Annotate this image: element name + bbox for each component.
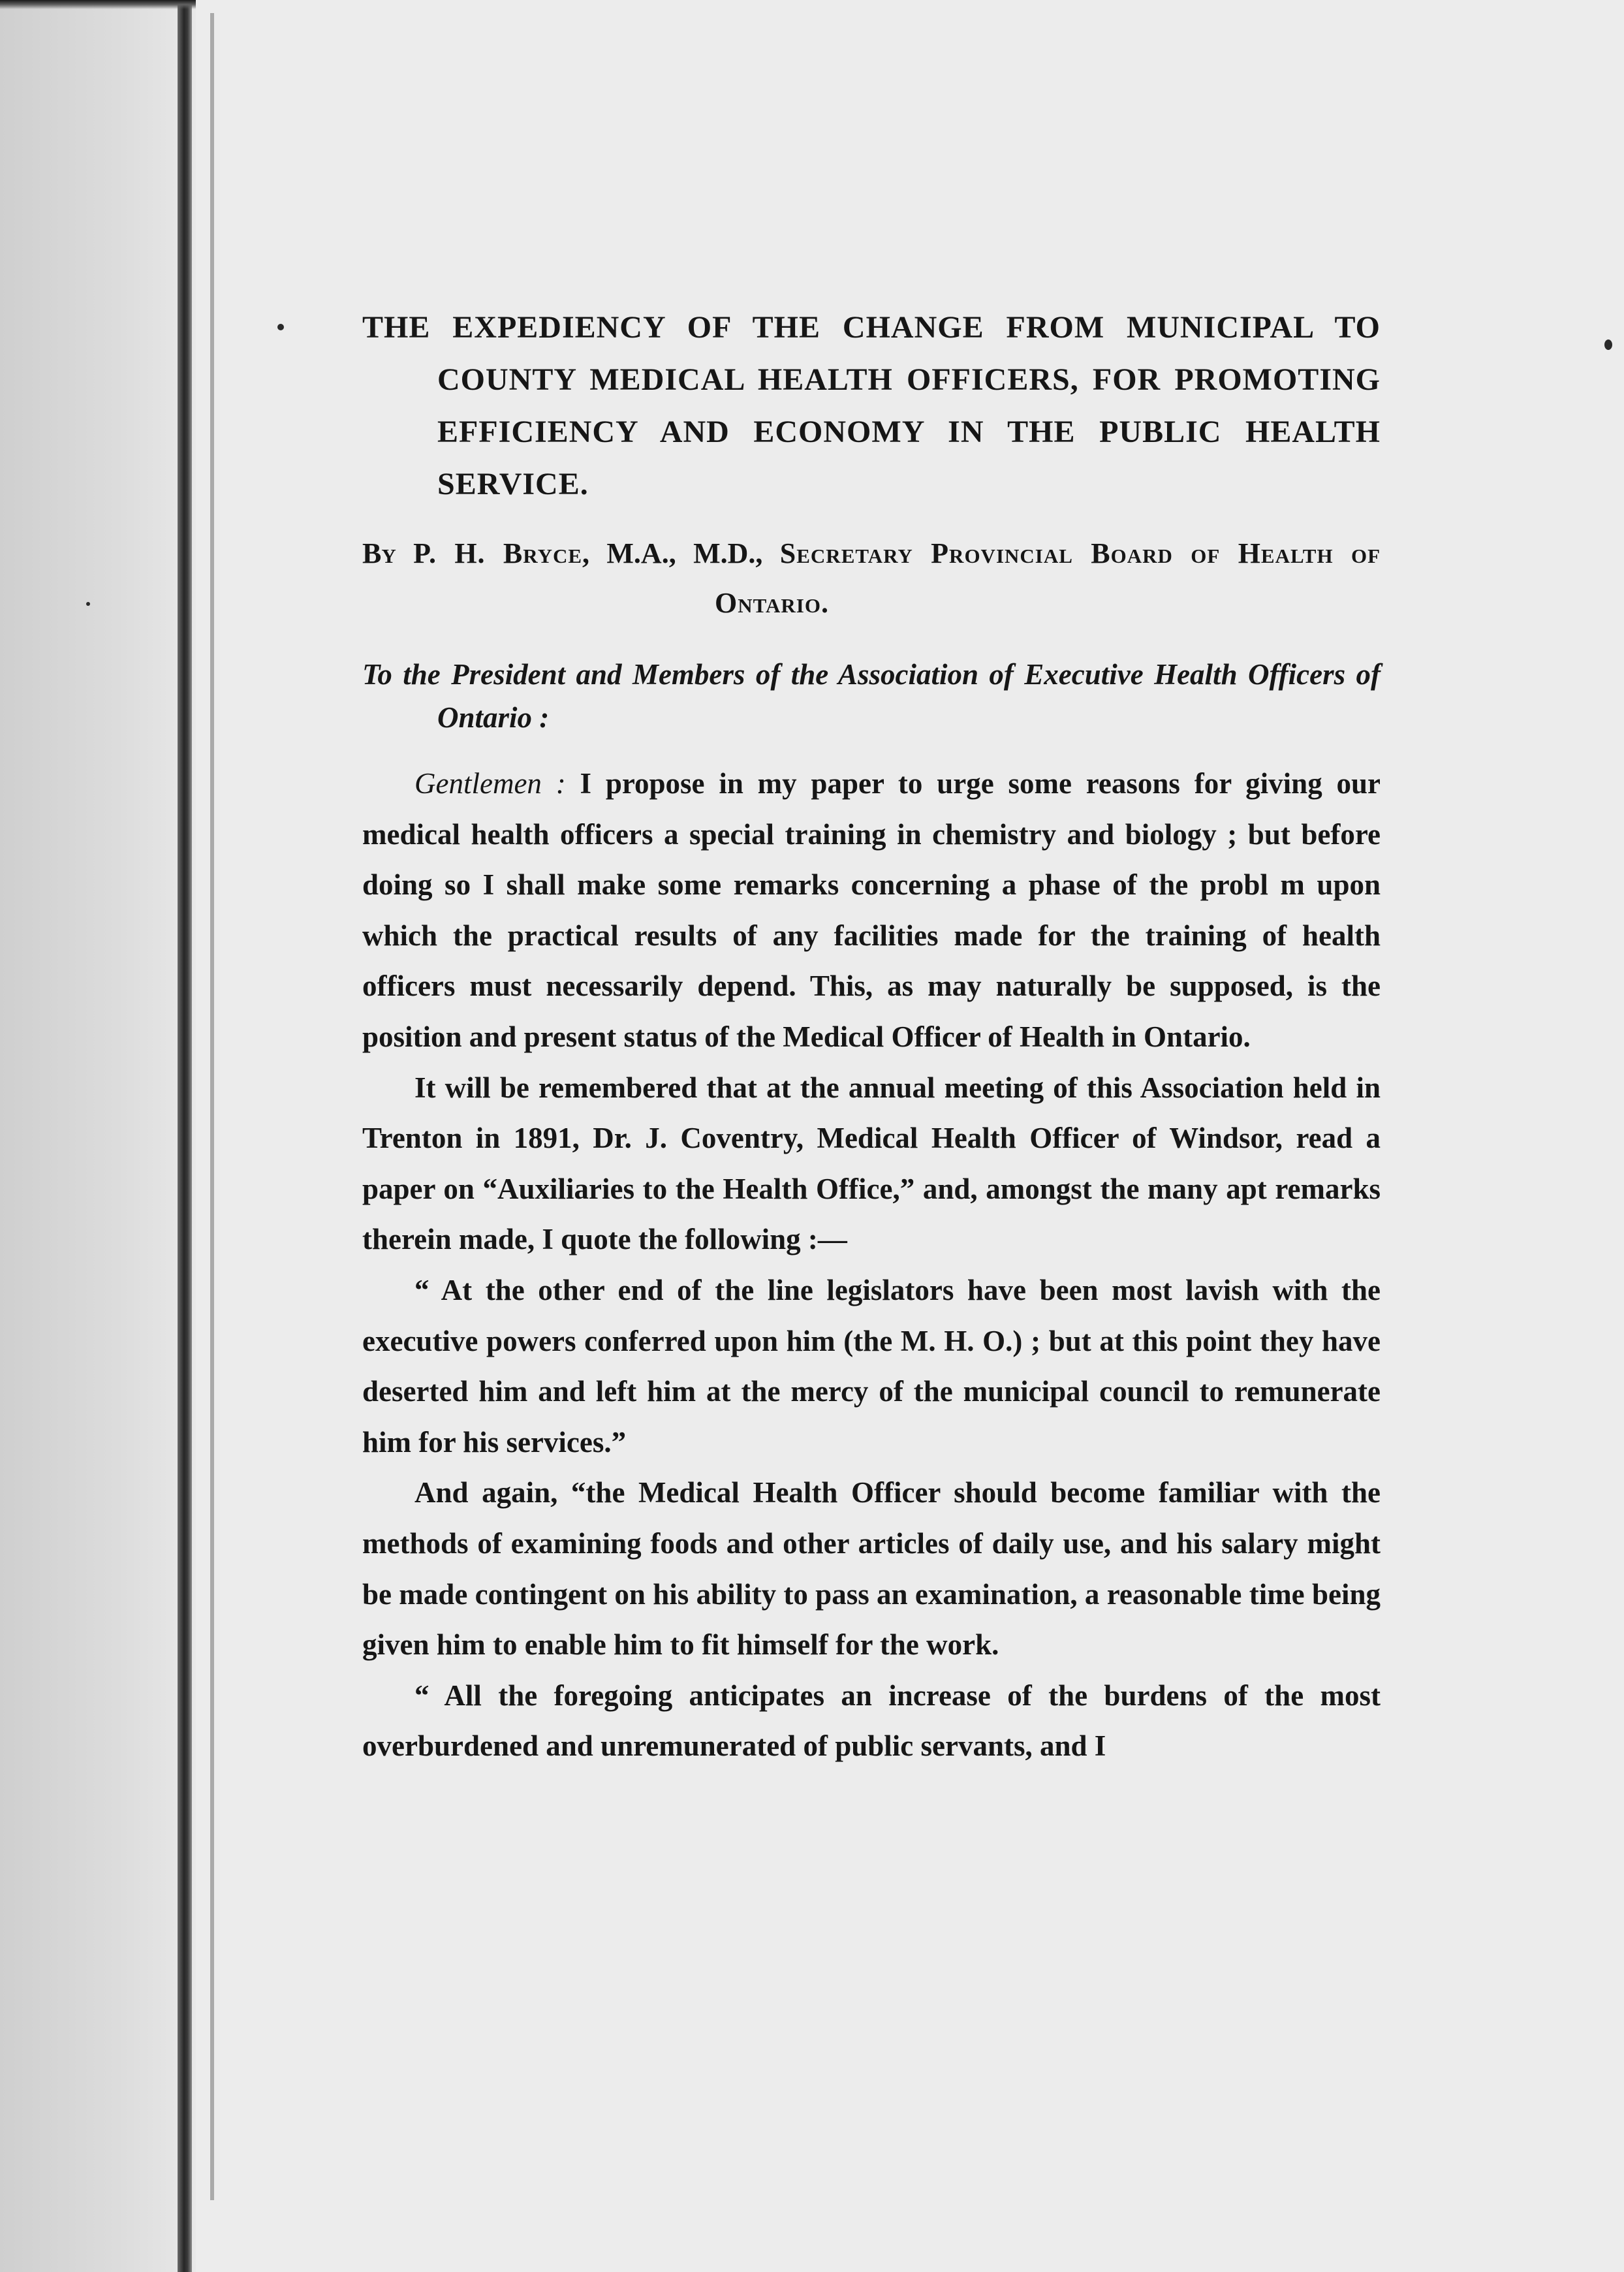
byline-position: Secretary Provincial Board of Health of Ontario.: [715, 537, 1381, 619]
paragraph-text: I propose in my paper to urge some reasons for giving our medical health officers a special training in chemistry and biology ; but before doing so I shall make some remarks concerning a phase of the probl m upon which the practical results of any facilities made for the training of health officers must necessarily depend. This, as may naturally be supposed, is the position and present status of the Medical Officer of Health in Ontario.: [362, 767, 1381, 1053]
paragraph: And again, “the Medical Health Officer should become familiar with the methods of examining foods and other articles of daily use, and his salary might be made contingent on his ability to pass an examination, a reasonable time being given him to enable him to fit himself for the work.: [362, 1476, 1381, 1662]
article-body: [362, 302, 1381, 1772]
scan-speck: [277, 324, 284, 330]
scan-speck: [86, 602, 90, 606]
quoted-paragraph: “ At the other end of the line legislators have been most lavish with the executive powers conferred upon him (the M. H. O.) ; but at this point they have deserted him and left him at the mercy of the municipal council to remunerate him for his services.”: [362, 1273, 1381, 1459]
byline-by: By: [362, 537, 396, 569]
salutation: Gentlemen :: [414, 767, 566, 800]
book-gutter: [178, 0, 192, 2272]
article-title: THE EXPEDIENCY OF THE CHANGE FROM MUNICIPAL TO COUNTY MEDICAL HEALTH OFFICERS, FOR PROMOTING EFFICIENCY AND ECONOMY IN THE PUBLIC HEALTH SERVICE.: [362, 310, 1381, 501]
quoted-paragraph: “ All the foregoing anticipates an increase of the burdens of the most overburdened and unremunerated of public servants, and I: [362, 1679, 1381, 1763]
scan-speck: [1604, 339, 1612, 350]
address-line: To the President and Members of the Association of Executive Health Officers of Ontario :: [362, 658, 1381, 734]
facing-page: [0, 0, 196, 2272]
article-byline: By P. H. Bryce, M.A., M.D., Secretary Provincial Board of Health of Ontario.: [362, 537, 1381, 619]
byline-author: P. H. Bryce: [413, 537, 583, 569]
page-fold-line: [210, 13, 214, 2200]
paragraph: [362, 759, 1381, 1063]
paragraph: It will be remembered that at the annual meeting of this Association held in Trenton in 1891, Dr. J. Coventry, Medical Health Officer of Windsor, read a paper on “Auxiliaries to the Health Office,” and, amongst the many apt remarks therein made, I quote the following :—: [362, 1071, 1381, 1256]
byline-credentials: M.A., M.D.,: [606, 537, 763, 569]
